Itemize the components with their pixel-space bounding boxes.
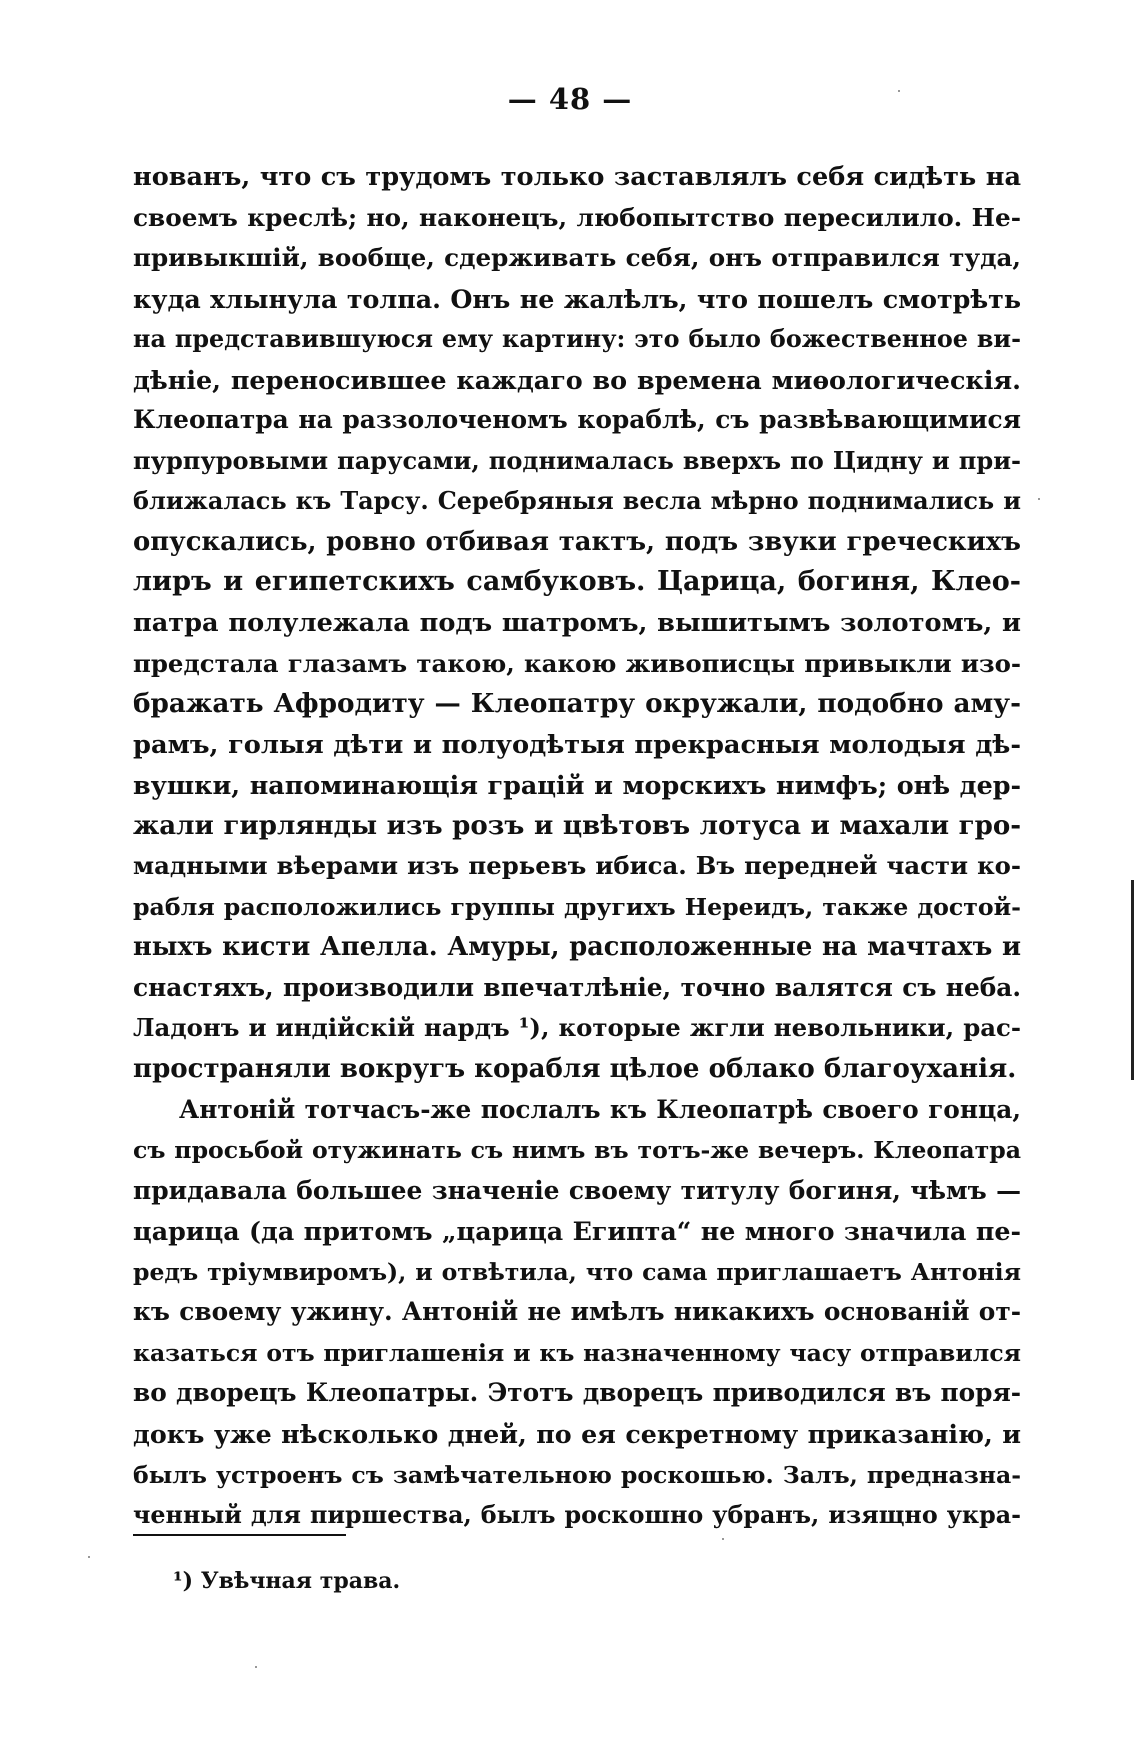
text-line: своемъ креслѣ; но, наконецъ, любопытство пересилило. Не- (133, 202, 1021, 232)
footnote-divider (133, 1534, 346, 1536)
scan-speck (255, 1666, 257, 1668)
text-line: Ладонъ и индійскій нардъ ¹), которые жгли невольники, рас- (133, 1013, 1021, 1043)
footnote-marker: ¹) (173, 1568, 194, 1594)
text-line: бражать Афродиту — Клеопатру окружали, подобно аму- (133, 688, 1021, 720)
text-line: на представившуюся ему картину: это было божественное ви- (133, 325, 1021, 354)
text-line: мадными вѣерами изъ перьевъ ибиса. Въ передней части ко- (133, 851, 1021, 881)
body-text (133, 157, 1021, 1536)
footnote-text: Увѣчная трава. (200, 1568, 401, 1594)
text-line: придавала большее значеніе своему титулу богиня, чѣмъ — (133, 1175, 1021, 1205)
text-line: ченный для пиршества, былъ роскошно убранъ, изящно укра- (133, 1501, 1021, 1530)
text-line: снастяхъ, производили впечатлѣніе, точно валятся съ неба. (133, 972, 1021, 1002)
text-line: докъ уже нѣсколько дней, по ея секретному приказанію, и (133, 1418, 1021, 1449)
text-line: Клеопатра на раззолоченомъ кораблѣ, съ развѣвающимися (133, 405, 1021, 435)
text-line: Антоній тотчасъ-же послалъ къ Клеопатрѣ своего гонца, (179, 1094, 1021, 1124)
text-line: съ просьбой отужинать съ нимъ въ тотъ-же вечеръ. Клеопатра (133, 1136, 1021, 1165)
text-line: царица (да притомъ „царица Египта“ не много значила пе- (133, 1216, 1021, 1247)
scan-speck (722, 1538, 724, 1540)
text-line: пурпуровыми парусами, поднималась вверхъ по Цидну и при- (133, 445, 1021, 475)
text-line: предстала глазамъ такою, какою живописцы привыкли изо- (133, 648, 1021, 678)
page-number: — 48 — (507, 82, 633, 116)
scan-speck (898, 90, 900, 92)
text-line: пространяли вокругъ корабля цѣлое облако благоуханія. (133, 1054, 1017, 1085)
scan-speck (88, 1556, 90, 1558)
text-line: куда хлынула толпа. Онъ не жалѣлъ, что пошелъ смотрѣть (133, 283, 1021, 314)
text-line: къ своему ужину. Антоній не имѣлъ никакихъ основаній от- (133, 1297, 1021, 1327)
text-line: ныхъ кисти Апелла. Амуры, расположенные на мачтахъ и (133, 932, 1021, 963)
text-line: дѣніе, переносившее каждаго во времена миѳологическія. (133, 364, 1021, 395)
text-line: ближалась къ Тарсу. Серебряныя весла мѣрно поднимались и (133, 487, 1021, 516)
text-line: во дворецъ Клеопатры. Этотъ дворецъ приводился въ поря- (133, 1378, 1021, 1408)
text-line: патра полулежала подъ шатромъ, вышитымъ золотомъ, и (133, 608, 1021, 639)
scan-speck (1038, 498, 1040, 500)
text-line: казаться отъ приглашенія и къ назначенному часу отправился (133, 1338, 1021, 1367)
text-line: рабля расположились группы другихъ Нереидъ, также достой- (133, 892, 1021, 921)
text-line: привыкшій, вообще, сдерживать себя, онъ отправился туда, (133, 243, 1021, 273)
text-line: былъ устроенъ съ замѣчательною роскошью. Залъ, предназна- (133, 1460, 1021, 1489)
text-line: опускались, ровно отбивая тактъ, подъ звуки греческихъ (133, 526, 1021, 557)
text-line: рамъ, голыя дѣти и полуодѣтыя прекрасныя молодыя дѣ- (133, 729, 1021, 760)
text-line: нованъ, что съ трудомъ только заставлялъ себя сидѣть на (133, 162, 1021, 192)
text-line: редъ тріумвиромъ), и отвѣтила, что сама приглашаетъ Антонія (133, 1257, 1021, 1286)
text-line: жали гирлянды изъ розъ и цвѣтовъ лотуса и махали гро- (133, 810, 1021, 841)
text-line: лиръ и египетскихъ самбуковъ. Царица, богиня, Клео- (133, 566, 1021, 598)
footnote (173, 1564, 400, 1598)
text-line: вушки, напоминающія грацій и морскихъ нимфъ; онѣ дер- (133, 770, 1021, 801)
scan-edge-mark (1131, 880, 1134, 1080)
